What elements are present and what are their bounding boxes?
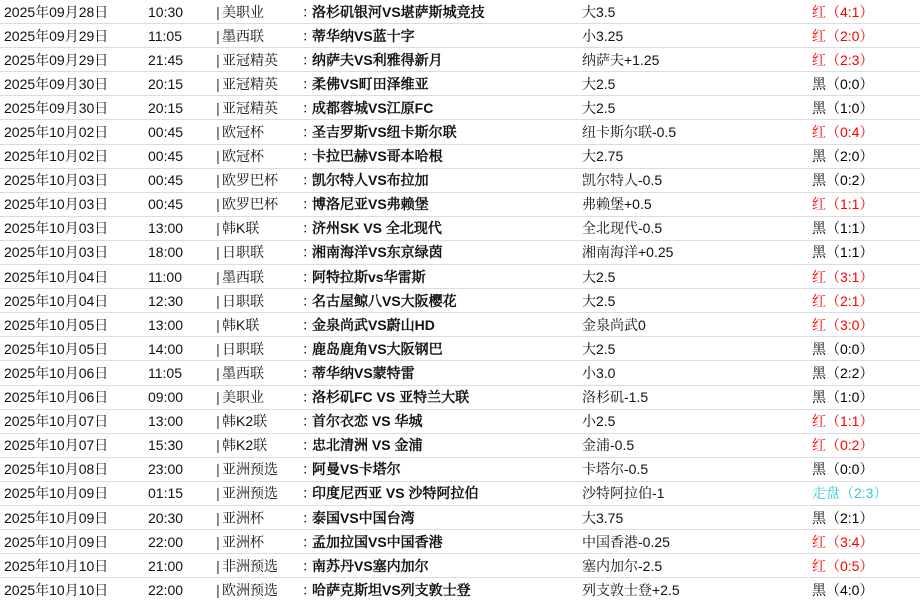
table-row	[0, 265, 920, 289]
league-name: 墨西联	[222, 268, 264, 285]
match-date: 2025年10月03日	[4, 220, 109, 237]
table-row	[0, 241, 920, 265]
league-colon: ：	[302, 124, 316, 141]
table-row	[0, 0, 920, 24]
match-result: 黑（1:1）	[812, 244, 874, 261]
column-separator: |	[216, 244, 220, 261]
betting-line: 凯尔特人-0.5	[582, 172, 663, 189]
league-colon: ：	[302, 461, 316, 478]
match-time: 11:00	[148, 268, 182, 285]
match-teams: 济州SK VS 全北现代	[312, 220, 442, 237]
league-name: 欧洲预选	[222, 582, 278, 599]
table-row	[0, 506, 920, 530]
league-colon: ：	[302, 485, 316, 502]
match-result: 红（3:4）	[812, 533, 874, 550]
column-separator: |	[216, 389, 220, 406]
match-time: 21:00	[148, 557, 184, 574]
match-teams: 蒂华纳VS蒙特雷	[312, 364, 415, 381]
league-colon: ：	[302, 51, 316, 68]
league-name: 日职联	[222, 340, 264, 357]
betting-line: 纳萨夫+1.25	[582, 51, 660, 68]
match-time: 11:05	[148, 364, 182, 381]
match-teams: 卡拉巴赫VS哥本哈根	[312, 148, 443, 165]
match-date: 2025年10月04日	[4, 268, 109, 285]
match-date: 2025年10月09日	[4, 485, 109, 502]
column-separator: |	[216, 99, 220, 116]
betting-line: 卡塔尔-0.5	[582, 461, 649, 478]
match-time: 12:30	[148, 292, 184, 309]
match-date: 2025年09月29日	[4, 51, 109, 68]
column-separator: |	[216, 557, 220, 574]
match-teams: 南苏丹VS塞内加尔	[312, 557, 429, 574]
league-colon: ：	[302, 316, 316, 333]
column-separator: |	[216, 148, 220, 165]
match-time: 20:30	[148, 509, 184, 526]
match-teams: 湘南海洋VS东京绿茵	[312, 244, 443, 261]
league-name: 亚洲预选	[222, 485, 278, 502]
match-time: 15:30	[148, 437, 184, 454]
match-time: 22:00	[148, 582, 184, 599]
table-row	[0, 24, 920, 48]
match-time: 09:00	[148, 389, 184, 406]
match-date: 2025年10月09日	[4, 533, 109, 550]
match-teams: 蒂华纳VS蓝十字	[312, 27, 415, 44]
column-separator: |	[216, 51, 220, 68]
match-time: 00:45	[148, 124, 184, 141]
betting-line: 弗赖堡+0.5	[582, 196, 652, 213]
match-date: 2025年10月10日	[4, 557, 109, 574]
match-result: 黑（2:0）	[812, 148, 874, 165]
match-result: 黑（4:0）	[812, 582, 874, 599]
match-date: 2025年10月07日	[4, 437, 109, 454]
column-separator: |	[216, 316, 220, 333]
table-row	[0, 193, 920, 217]
league-name: 美职业	[222, 3, 264, 20]
league-colon: ：	[302, 99, 316, 116]
match-teams: 孟加拉国VS中国香港	[312, 533, 443, 550]
match-time: 21:45	[148, 51, 184, 68]
column-separator: |	[216, 3, 220, 20]
league-name: 韩K2联	[222, 413, 268, 430]
match-teams: 哈萨克斯坦VS列支敦士登	[312, 582, 471, 599]
match-time: 10:30	[148, 3, 184, 20]
table-row	[0, 482, 920, 506]
match-teams: 阿特拉斯vs华雷斯	[312, 268, 426, 285]
match-time: 00:45	[148, 148, 184, 165]
betting-line: 大2.5	[582, 292, 616, 309]
match-date: 2025年10月03日	[4, 196, 109, 213]
match-result: 红（0:4）	[812, 124, 874, 141]
match-teams: 泰国VS中国台湾	[312, 509, 415, 526]
league-name: 欧罗巴杯	[222, 172, 278, 189]
match-date: 2025年10月08日	[4, 461, 109, 478]
match-time: 20:15	[148, 99, 184, 116]
table-row	[0, 386, 920, 410]
betting-line: 中国香港-0.25	[582, 533, 670, 550]
match-date: 2025年09月28日	[4, 3, 109, 20]
table-row	[0, 337, 920, 361]
league-colon: ：	[302, 244, 316, 261]
league-colon: ：	[302, 3, 316, 20]
match-teams: 洛杉矶FC VS 亚特兰大联	[312, 389, 470, 406]
match-teams: 圣吉罗斯VS纽卡斯尔联	[312, 124, 457, 141]
table-row	[0, 578, 920, 602]
table-row	[0, 48, 920, 72]
betting-line: 小3.0	[582, 364, 616, 381]
match-date: 2025年10月04日	[4, 292, 109, 309]
table-row	[0, 313, 920, 337]
match-teams: 鹿岛鹿角VS大阪钢巴	[312, 340, 443, 357]
league-name: 韩K联	[222, 220, 260, 237]
match-result: 红（1:1）	[812, 196, 874, 213]
column-separator: |	[216, 27, 220, 44]
match-date: 2025年10月10日	[4, 582, 109, 599]
match-result: 黑（1:0）	[812, 99, 874, 116]
table-row	[0, 554, 920, 578]
league-colon: ：	[302, 340, 316, 357]
betting-line: 全北现代-0.5	[582, 220, 663, 237]
league-name: 韩K联	[222, 316, 260, 333]
table-row	[0, 361, 920, 385]
match-teams: 凯尔特人VS布拉加	[312, 172, 429, 189]
betting-line: 大2.5	[582, 268, 616, 285]
league-name: 亚洲杯	[222, 533, 264, 550]
match-result: 黑（2:1）	[812, 509, 874, 526]
match-result: 走盘（2:3）	[812, 485, 888, 502]
league-colon: ：	[302, 148, 316, 165]
match-date: 2025年10月09日	[4, 509, 109, 526]
betting-line: 大2.75	[582, 148, 624, 165]
betting-line: 洛杉矶-1.5	[582, 389, 649, 406]
betting-line: 小3.25	[582, 27, 624, 44]
match-date: 2025年10月02日	[4, 148, 109, 165]
match-time: 13:00	[148, 413, 184, 430]
league-name: 亚冠精英	[222, 51, 278, 68]
league-name: 韩K2联	[222, 437, 268, 454]
match-teams: 柔佛VS町田泽维亚	[312, 75, 429, 92]
league-name: 亚洲杯	[222, 509, 264, 526]
match-date: 2025年10月03日	[4, 244, 109, 261]
match-time: 01:15	[148, 485, 184, 502]
table-row	[0, 72, 920, 96]
column-separator: |	[216, 124, 220, 141]
league-colon: ：	[302, 196, 316, 213]
match-time: 22:00	[148, 533, 184, 550]
match-teams: 博洛尼亚VS弗赖堡	[312, 196, 429, 213]
match-teams: 纳萨夫VS利雅得新月	[312, 51, 443, 68]
match-result: 红（2:0）	[812, 27, 874, 44]
table-row	[0, 434, 920, 458]
betting-line: 大2.5	[582, 99, 616, 116]
league-colon: ：	[302, 389, 316, 406]
league-name: 美职业	[222, 389, 264, 406]
league-name: 亚冠精英	[222, 75, 278, 92]
match-teams: 首尔衣恋 VS 华城	[312, 413, 423, 430]
match-result: 红（0:5）	[812, 557, 874, 574]
league-colon: ：	[302, 413, 316, 430]
match-date: 2025年10月06日	[4, 364, 109, 381]
league-colon: ：	[302, 220, 316, 237]
league-colon: ：	[302, 172, 316, 189]
league-colon: ：	[302, 533, 316, 550]
match-teams: 金泉尚武VS蔚山HD	[312, 316, 435, 333]
match-result: 黑（0:0）	[812, 340, 874, 357]
match-teams: 名古屋鲸八VS大阪樱花	[312, 292, 457, 309]
match-time: 13:00	[148, 220, 184, 237]
column-separator: |	[216, 268, 220, 285]
league-name: 非洲预选	[222, 557, 278, 574]
match-time: 20:15	[148, 75, 184, 92]
league-name: 日职联	[222, 292, 264, 309]
table-row	[0, 96, 920, 120]
column-separator: |	[216, 196, 220, 213]
betting-line: 大3.5	[582, 3, 616, 20]
match-result: 黑（2:2）	[812, 364, 874, 381]
match-teams: 成都蓉城VS江原FC	[312, 99, 434, 116]
column-separator: |	[216, 533, 220, 550]
match-date: 2025年10月07日	[4, 413, 109, 430]
match-time: 23:00	[148, 461, 184, 478]
match-result: 红（2:1）	[812, 292, 874, 309]
league-name: 亚冠精英	[222, 99, 278, 116]
betting-line: 列支敦士登+2.5	[582, 582, 680, 599]
column-separator: |	[216, 340, 220, 357]
match-result: 红（3:1）	[812, 268, 874, 285]
table-row	[0, 169, 920, 193]
match-date: 2025年09月30日	[4, 99, 109, 116]
match-result: 红（0:2）	[812, 437, 874, 454]
league-name: 墨西联	[222, 364, 264, 381]
match-time: 00:45	[148, 172, 184, 189]
league-colon: ：	[302, 437, 316, 454]
table-row	[0, 217, 920, 241]
match-time: 00:45	[148, 196, 184, 213]
league-colon: ：	[302, 557, 316, 574]
table-row	[0, 289, 920, 313]
league-name: 欧冠杯	[222, 124, 264, 141]
betting-line: 塞内加尔-2.5	[582, 557, 663, 574]
league-colon: ：	[302, 27, 316, 44]
match-teams: 阿曼VS卡塔尔	[312, 461, 401, 478]
league-colon: ：	[302, 292, 316, 309]
match-date: 2025年10月06日	[4, 389, 109, 406]
match-result: 黑（1:1）	[812, 220, 874, 237]
betting-line: 沙特阿拉伯-1	[582, 485, 665, 502]
column-separator: |	[216, 509, 220, 526]
match-time: 18:00	[148, 244, 184, 261]
match-date: 2025年09月29日	[4, 27, 109, 44]
league-name: 墨西联	[222, 27, 264, 44]
match-teams: 印度尼西亚 VS 沙特阿拉伯	[312, 485, 479, 502]
league-colon: ：	[302, 582, 316, 599]
betting-line: 大2.5	[582, 340, 616, 357]
match-teams: 洛杉矶银河VS堪萨斯城竞技	[312, 3, 485, 20]
league-colon: ：	[302, 509, 316, 526]
betting-line: 湘南海洋+0.25	[582, 244, 674, 261]
betting-line: 小2.5	[582, 413, 616, 430]
column-separator: |	[216, 413, 220, 430]
table-row	[0, 458, 920, 482]
league-name: 日职联	[222, 244, 264, 261]
match-teams: 忠北清洲 VS 金浦	[312, 437, 423, 454]
match-date: 2025年10月05日	[4, 340, 109, 357]
match-result: 黑（0:0）	[812, 75, 874, 92]
table-row	[0, 410, 920, 434]
column-separator: |	[216, 364, 220, 381]
match-time: 14:00	[148, 340, 184, 357]
match-result: 黑（1:0）	[812, 389, 874, 406]
table-row	[0, 120, 920, 144]
match-result: 红（1:1）	[812, 413, 874, 430]
betting-line: 大3.75	[582, 509, 624, 526]
league-name: 欧罗巴杯	[222, 196, 278, 213]
league-colon: ：	[302, 75, 316, 92]
column-separator: |	[216, 172, 220, 189]
match-date: 2025年09月30日	[4, 75, 109, 92]
column-separator: |	[216, 75, 220, 92]
table-row	[0, 145, 920, 169]
betting-line: 纽卡斯尔联-0.5	[582, 124, 677, 141]
column-separator: |	[216, 582, 220, 599]
match-result: 红（2:3）	[812, 51, 874, 68]
match-result: 黑（0:0）	[812, 461, 874, 478]
league-name: 亚洲预选	[222, 461, 278, 478]
match-date: 2025年10月02日	[4, 124, 109, 141]
match-result: 黑（0:2）	[812, 172, 874, 189]
match-time: 13:00	[148, 316, 184, 333]
betting-line: 金浦-0.5	[582, 437, 635, 454]
league-colon: ：	[302, 364, 316, 381]
match-date: 2025年10月05日	[4, 316, 109, 333]
betting-line: 大2.5	[582, 75, 616, 92]
match-time: 11:05	[148, 27, 182, 44]
match-result: 红（4:1）	[812, 3, 874, 20]
column-separator: |	[216, 220, 220, 237]
betting-line: 金泉尚武0	[582, 316, 646, 333]
column-separator: |	[216, 292, 220, 309]
column-separator: |	[216, 485, 220, 502]
column-separator: |	[216, 437, 220, 454]
match-date: 2025年10月03日	[4, 172, 109, 189]
league-colon: ：	[302, 268, 316, 285]
table-row	[0, 530, 920, 554]
match-result: 红（3:0）	[812, 316, 874, 333]
column-separator: |	[216, 461, 220, 478]
league-name: 欧冠杯	[222, 148, 264, 165]
